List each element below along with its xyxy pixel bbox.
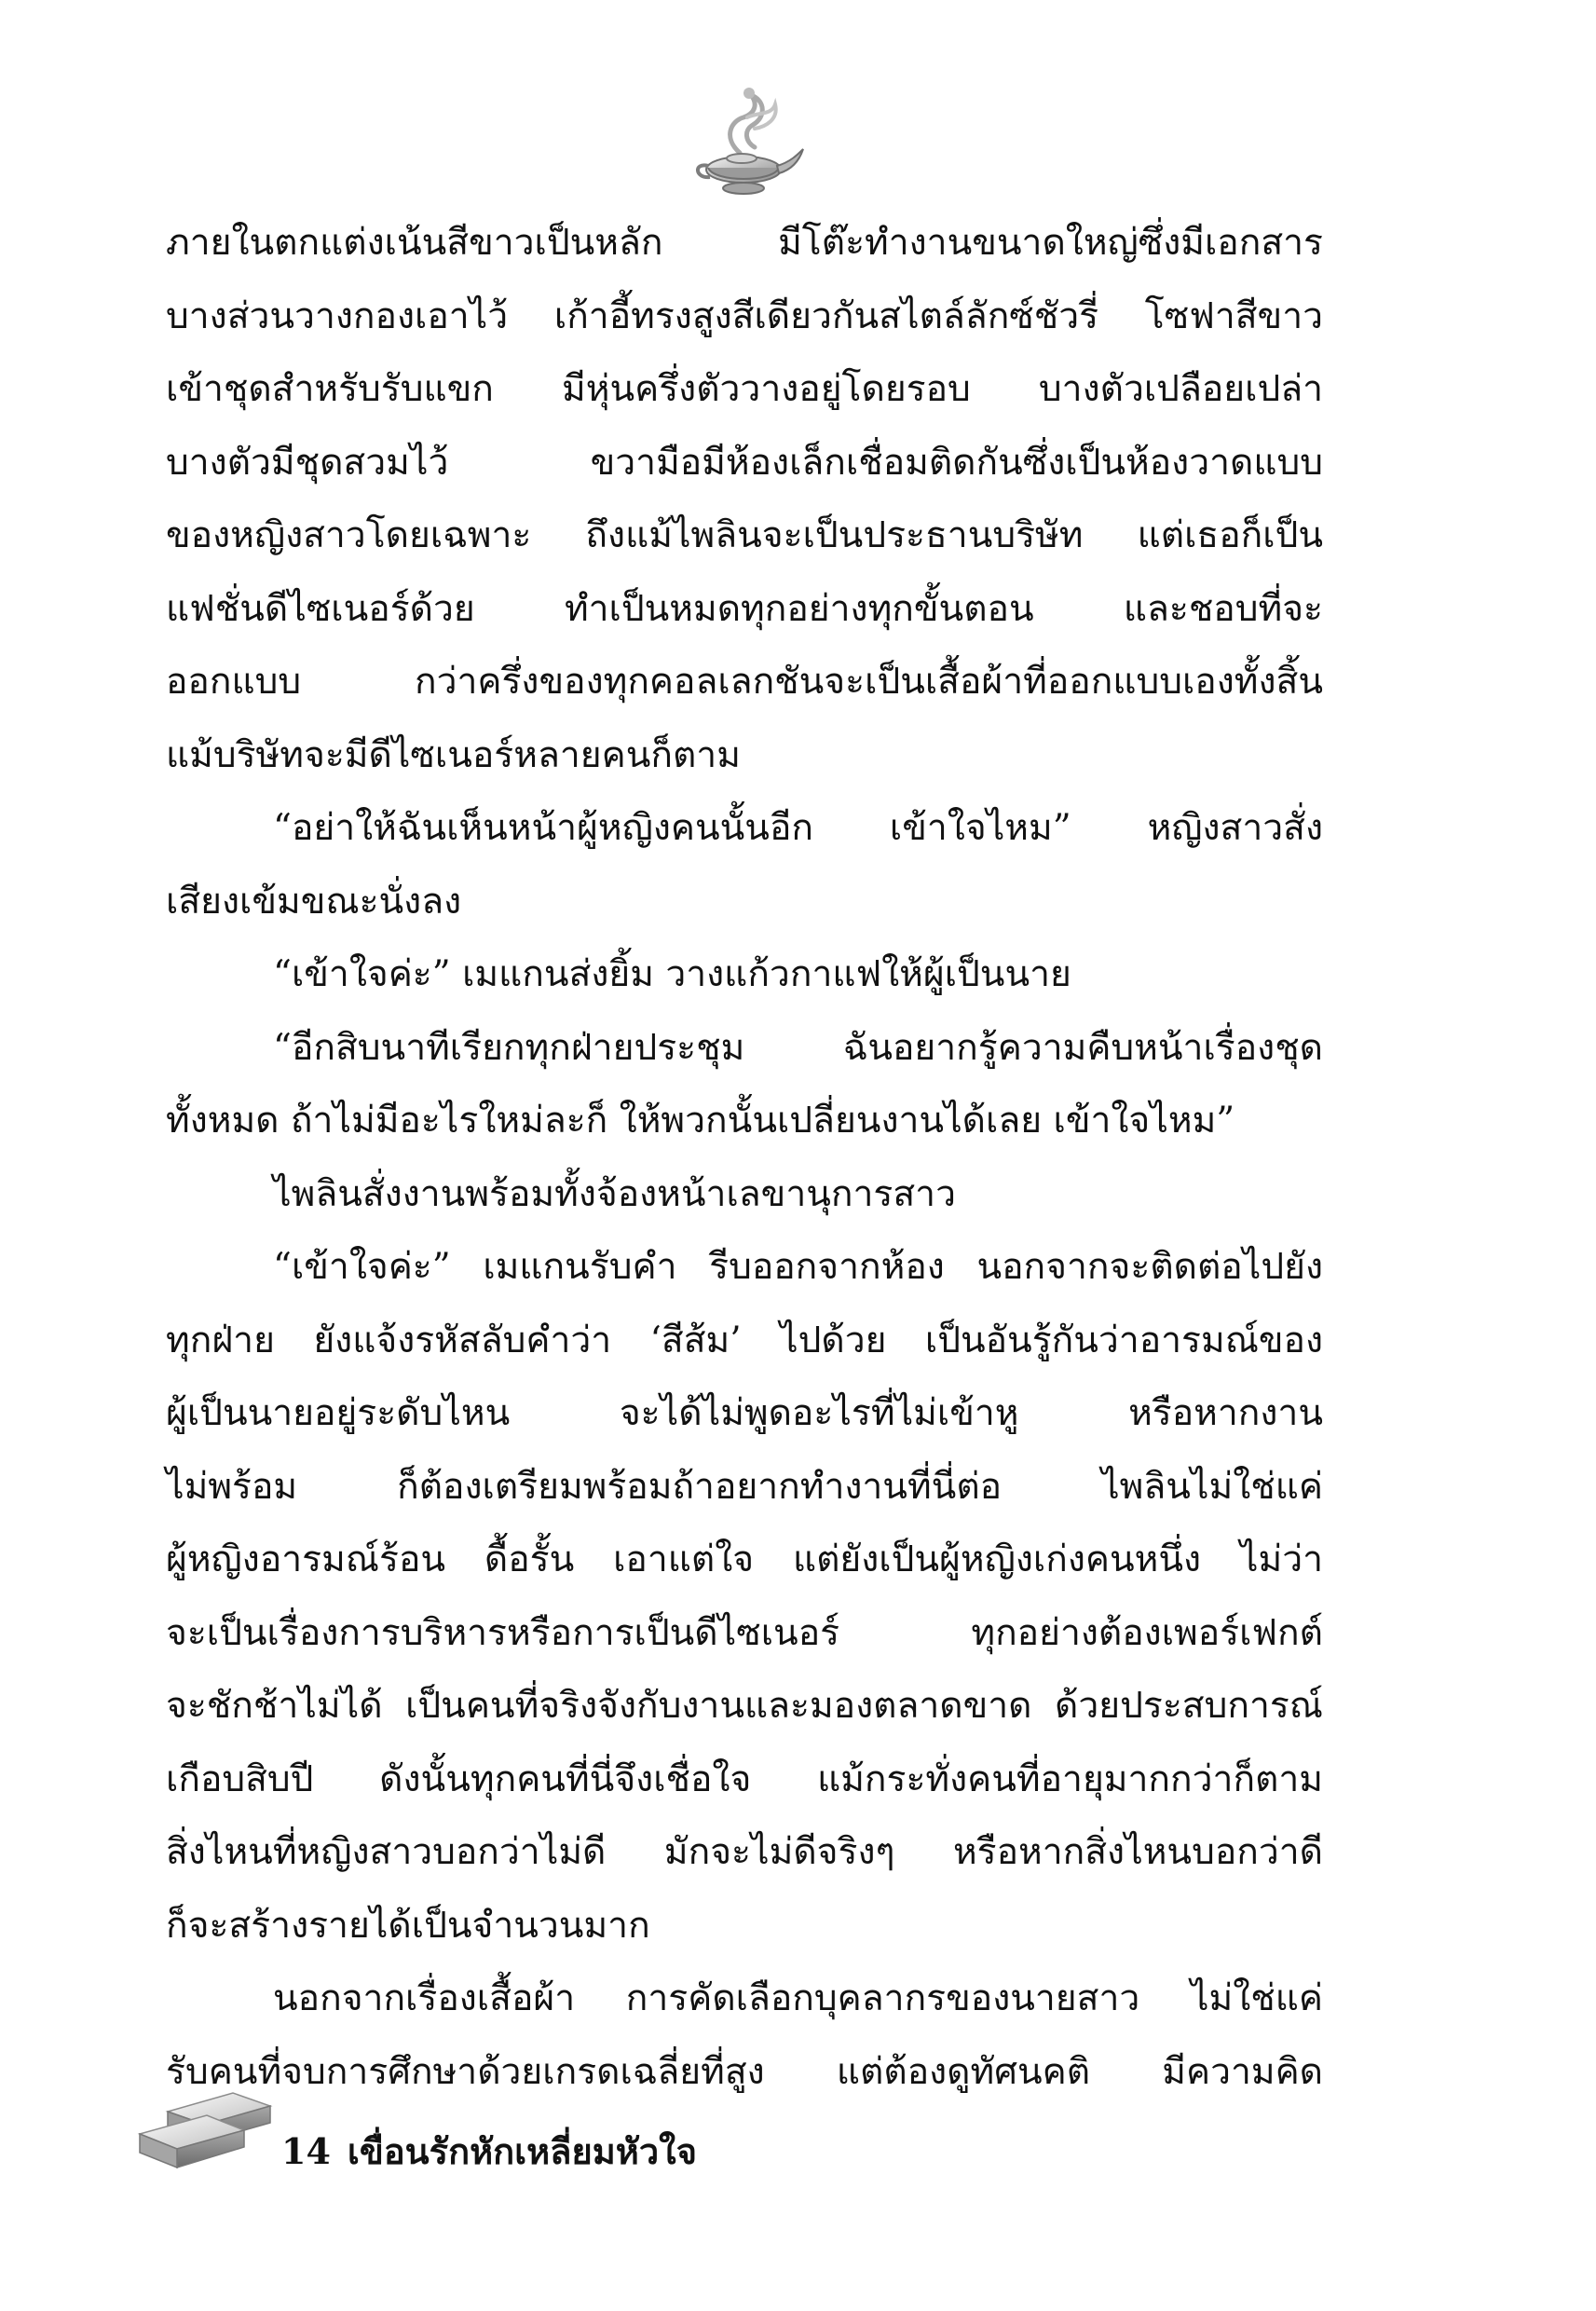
text-line: ออกแบบ กว่าครึ่งของทุกคอลเลกชันจะเป็นเสื้อผ้าที่ออกแบบเองทั้งสิ้น [166, 661, 1323, 703]
text-line: แม้บริษัทจะมีดีไซเนอร์หลายคนก็ตาม [166, 733, 741, 776]
page-footer [130, 2085, 783, 2188]
text-line: ไพลินสั่งงานพร้อมทั้งจ้องหน้าเลขานุการสาว [273, 1172, 956, 1215]
text-line: รับคนที่จบการศึกษาด้วยเกรดเฉลี่ยที่สูง แต่ต้องดูทัศนคติ มีความคิด [166, 2050, 1323, 2093]
text-line: จะเป็นเรื่องการบริหารหรือการเป็นดีไซเนอร์ ทุกอย่างต้องเพอร์เฟกต์ [166, 1611, 1323, 1654]
gold-bars-icon [130, 2085, 298, 2179]
text-line: บางส่วนวางกองเอาไว้ เก้าอี้ทรงสูงสีเดียวกันสไตล์ลักซ์ชัวรี่ โซฟาสีขาว [166, 294, 1323, 337]
page-number: 14 [281, 2130, 331, 2172]
text-line: “อย่าให้ฉันเห็นหน้าผู้หญิงคนนั้นอีก เข้าใจไหม” หญิงสาวสั่ง [273, 807, 1323, 849]
text-line: ไม่พร้อม ก็ต้องเตรียมพร้อมถ้าอยากทำงานที่นี่ต่อ ไพลินไม่ใช่แค่ [166, 1465, 1323, 1508]
text-line: ทั้งหมด ถ้าไม่มีอะไรใหม่ละก็ ให้พวกนั้นเปลี่ยนงานได้เลย เข้าใจไหม” [166, 1100, 1235, 1142]
text-line: สิ่งไหนที่หญิงสาวบอกว่าไม่ดี มักจะไม่ดีจริงๆ หรือหากสิ่งไหนบอกว่าดี [166, 1831, 1323, 1873]
text-line: ก็จะสร้างรายได้เป็นจำนวนมาก [166, 1904, 650, 1947]
text-line: ผู้หญิงอารมณ์ร้อน ดื้อรั้น เอาแต่ใจ แต่ยังเป็นผู้หญิงเก่งคนหนึ่ง ไม่ว่า [166, 1538, 1323, 1580]
text-line: ของหญิงสาวโดยเฉพาะ ถึงแม้ไพลินจะเป็นประธานบริษัท แต่เธอก็เป็น [166, 514, 1323, 556]
text-line: ทุกฝ่าย ยังแจ้งรหัสลับคำว่า ‘สีส้ม’ ไปด้วย เป็นอันรู้กันว่าอารมณ์ของ [166, 1319, 1323, 1361]
book-title: เขื่อนรักหักเหลี่ยมหัวใจ [347, 2130, 697, 2172]
text-line: ผู้เป็นนายอยู่ระดับไหน จะได้ไม่พูดอะไรที่ไม่เข้าหู หรือหากงาน [166, 1392, 1323, 1434]
text-line: นอกจากเรื่องเสื้อผ้า การคัดเลือกบุคลากรของนายสาว ไม่ใช่แค่ [273, 1977, 1323, 2019]
text-line: “เข้าใจค่ะ” เมแกนส่งยิ้ม วางแก้วกาแฟให้ผู้เป็นนาย [273, 953, 1071, 995]
footer-label [281, 2123, 714, 2180]
text-line: จะชักช้าไม่ได้ เป็นคนที่จริงจังกับงานและมองตลาดขาด ด้วยประสบการณ์ [166, 1685, 1323, 1727]
text-line: บางตัวมีชุดสวมไว้ ขวามือมีห้องเล็กเชื่อมติดกันซึ่งเป็นห้องวาดแบบ [166, 441, 1323, 484]
text-line: เสียงเข้มขณะนั่งลง [166, 880, 462, 923]
chapter-body-text [166, 207, 1323, 2109]
text-line: “อีกสิบนาทีเรียกทุกฝ่ายประชุม ฉันอยากรู้ความคืบหน้าเรื่องชุด [273, 1026, 1323, 1069]
genie-lamp-icon [686, 80, 807, 199]
text-line: “เข้าใจค่ะ” เมแกนรับคำ รีบออกจากห้อง นอกจากจะติดต่อไปยัง [273, 1246, 1323, 1288]
text-line: เข้าชุดสำหรับรับแขก มีหุ่นครึ่งตัววางอยู่โดยรอบ บางตัวเปลือยเปล่า [166, 368, 1323, 410]
text-line: ภายในตกแต่งเน้นสีขาวเป็นหลัก มีโต๊ะทำงานขนาดใหญ่ซึ่งมีเอกสาร [166, 222, 1323, 264]
text-line: เกือบสิบปี ดังนั้นทุกคนที่นี่จึงเชื่อใจ แม้กระทั่งคนที่อายุมากกว่าก็ตาม [166, 1757, 1323, 1800]
text-line: แฟชั่นดีไซเนอร์ด้วย ทำเป็นหมดทุกอย่างทุกขั้นตอน และชอบที่จะ [166, 587, 1323, 630]
